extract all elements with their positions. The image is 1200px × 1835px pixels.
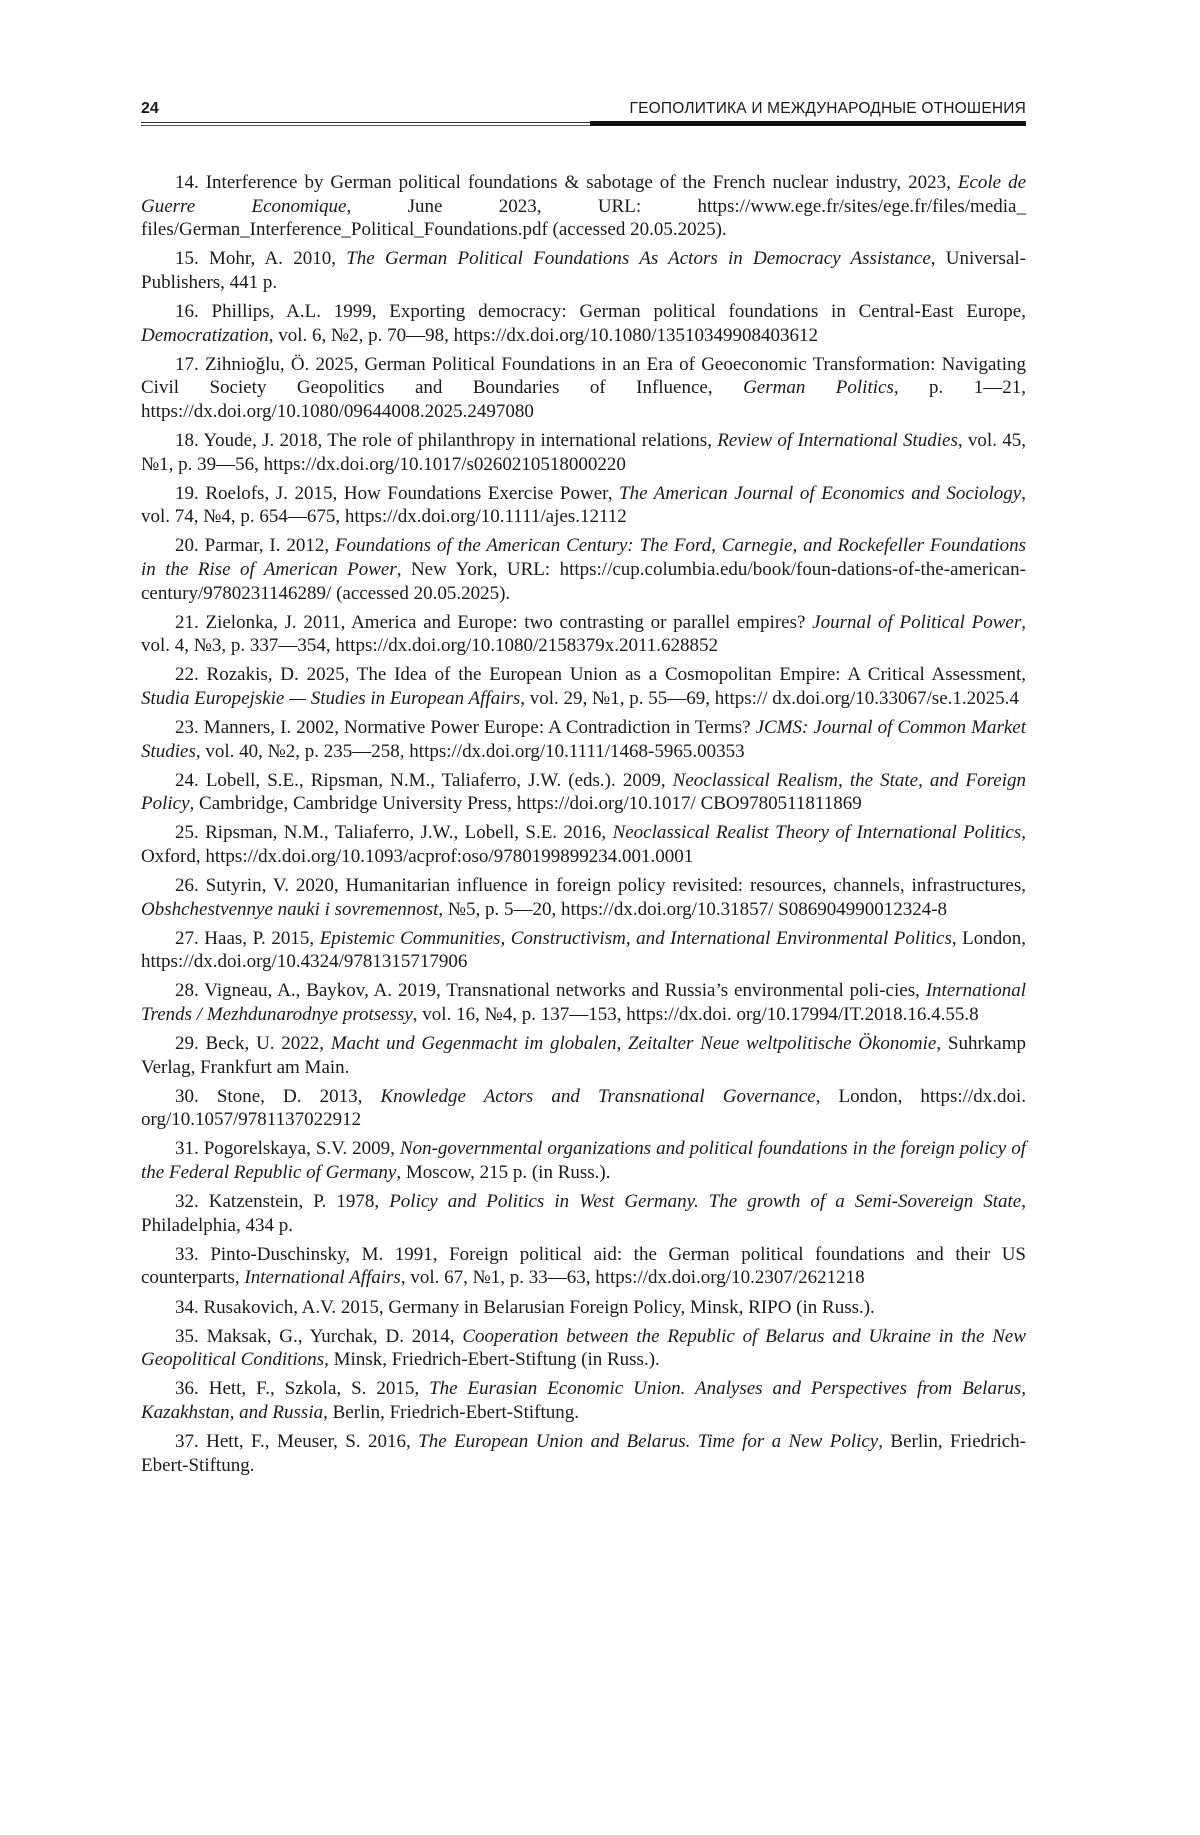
reference-source-title: Democratization <box>141 325 269 346</box>
reference-entry <box>141 1325 1026 1372</box>
reference-entry <box>141 663 1026 710</box>
reference-entry <box>141 534 1026 605</box>
reference-source-title: Neoclassical Realist Theory of International Politics <box>613 822 1022 843</box>
reference-text: , London, https://dx.doi.org/10.4324/9781315717906 <box>141 928 1026 973</box>
reference-text: , Universal-Publishers, 441 p. <box>141 248 1026 293</box>
reference-entry <box>141 716 1026 763</box>
reference-entry <box>141 1296 1026 1320</box>
reference-text: , June 2023, URL: https://www.ege.fr/sites/ege.fr/files/media_ files/German_Interference_Political_Foundations.pdf (accessed 20.05.2025). <box>141 196 1026 241</box>
reference-text: 27. Haas, P. 2015, <box>175 928 320 949</box>
reference-text: 33. Pinto-Duschinsky, M. 1991, Foreign political aid: the German political foundations and their US counterparts, <box>141 1244 1026 1289</box>
reference-entry <box>141 171 1026 242</box>
reference-source-title: Epistemic Communities, Constructivism, and International Environmental Politics <box>320 928 952 949</box>
reference-source-title: International Affairs <box>244 1267 400 1288</box>
reference-text: 37. Hett, F., Meuser, S. 2016, <box>175 1431 418 1452</box>
reference-source-title: Journal of Political Power <box>812 612 1021 633</box>
reference-entry <box>141 927 1026 974</box>
reference-text: 18. Youde, J. 2018, The role of philanthropy in international relations, <box>175 430 717 451</box>
reference-entry <box>141 429 1026 476</box>
reference-text: 30. Stone, D. 2013, <box>175 1086 380 1107</box>
reference-text: 35. Maksak, G., Yurchak, D. 2014, <box>175 1326 462 1347</box>
reference-text: , Moscow, 215 p. (in Russ.). <box>396 1162 610 1183</box>
reference-entry <box>141 1190 1026 1237</box>
header-rule-thin <box>141 125 591 126</box>
reference-text: 36. Hett, F., Szkola, S. 2015, <box>175 1378 429 1399</box>
reference-text: , Minsk, Friedrich-Ebert-Stiftung (in Russ.). <box>324 1349 660 1370</box>
reference-entry <box>141 482 1026 529</box>
reference-text: 21. Zielonka, J. 2011, America and Europe: two contrasting or parallel empires? <box>175 612 812 633</box>
reference-text: 14. Interference by German political foundations & sabotage of the French nuclear industry, 2023, <box>175 172 958 193</box>
running-header <box>141 98 1026 128</box>
reference-source-title: Review of International Studies <box>717 430 958 451</box>
reference-entry <box>141 979 1026 1026</box>
reference-text: 17. Zihnioğlu, Ö. 2025, German Political Foundations in an Era of Geoeconomic Transformation: Navigating Civil Society Geopolitics and Boundaries of Influence, <box>141 354 1026 399</box>
reference-source-title: Neoclassical Realism, the State, and Foreign Policy <box>141 770 1026 815</box>
reference-source-title: Studia Europejskie — Studies in European Affairs <box>141 688 520 709</box>
reference-source-title: The American Journal of Economics and Sociology <box>619 483 1021 504</box>
reference-entry <box>141 353 1026 424</box>
reference-source-title: JCMS: Journal of Common Market Studies <box>141 717 1026 762</box>
reference-text: , vol. 40, №2, p. 235—258, https://dx.doi.org/10.1111/1468-5965.00353 <box>196 741 745 762</box>
reference-text: , vol. 6, №2, p. 70—98, https://dx.doi.org/10.1080/13510349908403612 <box>269 325 818 346</box>
reference-text: 23. Manners, I. 2002, Normative Power Europe: A Contradiction in Terms? <box>175 717 756 738</box>
reference-source-title: Policy and Politics in West Germany. The growth of a Semi-Sovereign State <box>389 1191 1021 1212</box>
reference-text: 16. Phillips, A.L. 1999, Exporting democracy: German political foundations in Central-East Europe, <box>175 301 1026 322</box>
reference-entry <box>141 1430 1026 1477</box>
reference-entry <box>141 247 1026 294</box>
reference-text: , vol. 67, №1, p. 33—63, https://dx.doi.org/10.2307/2621218 <box>401 1267 865 1288</box>
reference-source-title: International Trends / Mezhdunarodnye protsessy <box>141 980 1026 1025</box>
reference-text: , vol. 4, №3, p. 337—354, https://dx.doi.org/10.1080/2158379x.2011.628852 <box>141 612 1026 657</box>
reference-text: , Berlin, Friedrich-Ebert-Stiftung. <box>141 1431 1026 1476</box>
reference-source-title: The European Union and Belarus. Time for a New Policy <box>418 1431 878 1452</box>
reference-source-title: The Eurasian Economic Union. Analyses and Perspectives from Belarus, Kazakhstan, and Russia <box>141 1378 1026 1423</box>
reference-entry <box>141 611 1026 658</box>
reference-text: 25. Ripsman, N.M., Taliaferro, J.W., Lobell, S.E. 2016, <box>175 822 613 843</box>
reference-text: , Oxford, https://dx.doi.org/10.1093/acprof:oso/9780199899234.001.0001 <box>141 822 1026 867</box>
reference-text: , p. 1—21, https://dx.doi.org/10.1080/09644008.2025.2497080 <box>141 377 1026 422</box>
reference-text: 20. Parmar, I. 2012, <box>175 535 335 556</box>
reference-text: 26. Sutyrin, V. 2020, Humanitarian influence in foreign policy revisited: resources, channels, infrastructures, <box>175 875 1026 896</box>
reference-text: , London, https://dx.doi. org/10.1057/9781137022912 <box>141 1086 1026 1131</box>
reference-text: 31. Pogorelskaya, S.V. 2009, <box>175 1138 400 1159</box>
journal-title: ГЕОПОЛИТИКА И МЕЖДУНАРОДНЫЕ ОТНОШЕНИЯ <box>630 100 1026 118</box>
reference-text: , №5, p. 5—20, https://dx.doi.org/10.31857/ S086904990012324-8 <box>438 899 947 920</box>
reference-text: , New York, URL: https://cup.columbia.edu/book/foun-dations-of-the-american-century/9780231146289/ (accessed 20.05.2025). <box>141 559 1026 604</box>
header-rule-thin <box>141 122 591 123</box>
reference-text: 32. Katzenstein, P. 1978, <box>175 1191 389 1212</box>
reference-entry <box>141 300 1026 347</box>
reference-entry <box>141 769 1026 816</box>
reference-text: 24. Lobell, S.E., Ripsman, N.M., Taliaferro, J.W. (eds.). 2009, <box>175 770 673 791</box>
reference-text: , Cambridge, Cambridge University Press, https://doi.org/10.1017/ CBO9780511811869 <box>190 793 862 814</box>
reference-text: , Philadelphia, 434 p. <box>141 1191 1026 1236</box>
reference-entry <box>141 1032 1026 1079</box>
reference-text: 29. Beck, U. 2022, <box>175 1033 331 1054</box>
reference-entry <box>141 821 1026 868</box>
reference-source-title: Obshchestvennye nauki i sovremennost <box>141 899 438 920</box>
reference-entry <box>141 1377 1026 1424</box>
reference-entry <box>141 1243 1026 1290</box>
reference-entry <box>141 874 1026 921</box>
reference-text: , Suhrkamp Verlag, Frankfurt am Main. <box>141 1033 1026 1078</box>
reference-text: 34. Rusakovich, A.V. 2015, Germany in Belarusian Foreign Policy, Minsk, RIPO (in Russ.). <box>175 1297 875 1318</box>
reference-text: , vol. 29, №1, p. 55—69, https:// dx.doi.org/10.33067/se.1.2025.4 <box>520 688 1019 709</box>
reference-entry <box>141 1137 1026 1184</box>
reference-entry <box>141 1085 1026 1132</box>
reference-text: 22. Rozakis, D. 2025, The Idea of the European Union as a Cosmopolitan Empire: A Critical Assessment, <box>175 664 1026 685</box>
reference-source-title: Foundations of the American Century: The Ford, Carnegie, and Rockefeller Foundations in the Rise of American Power <box>141 535 1026 580</box>
reference-source-title: Cooperation between the Republic of Belarus and Ukraine in the New Geopolitical Conditions <box>141 1326 1026 1371</box>
reference-list <box>141 171 1026 1483</box>
header-rule-thick <box>590 121 1026 126</box>
reference-source-title: Knowledge Actors and Transnational Governance <box>380 1086 815 1107</box>
reference-text: 19. Roelofs, J. 2015, How Foundations Exercise Power, <box>175 483 619 504</box>
reference-source-title: Macht und Gegenmacht im globalen, Zeitalter Neue weltpolitische Ökonomie <box>331 1033 937 1054</box>
reference-text: , vol. 45, №1, p. 39—56, https://dx.doi.org/10.1017/s0260210518000220 <box>141 430 1026 475</box>
reference-text: , Berlin, Friedrich-Ebert-Stiftung. <box>323 1402 579 1423</box>
reference-source-title: German Politics <box>743 377 894 398</box>
reference-source-title: Ecole de Guerre Economique <box>141 172 1026 217</box>
reference-text: 15. Mohr, A. 2010, <box>175 248 346 269</box>
reference-source-title: Non-governmental organizations and political foundations in the foreign policy of the Federal Republic of Germany <box>141 1138 1026 1183</box>
reference-source-title: The German Political Foundations As Actors in Democracy Assistance <box>346 248 931 269</box>
page-number: 24 <box>141 100 159 118</box>
reference-text: , vol. 74, №4, p. 654—675, https://dx.doi.org/10.1111/ajes.12112 <box>141 483 1026 528</box>
reference-text: 28. Vigneau, A., Baykov, A. 2019, Transnational networks and Russia’s environmental poli-cies, <box>175 980 926 1001</box>
reference-text: , vol. 16, №4, p. 137—153, https://dx.doi. org/10.17994/IT.2018.16.4.55.8 <box>413 1004 979 1025</box>
